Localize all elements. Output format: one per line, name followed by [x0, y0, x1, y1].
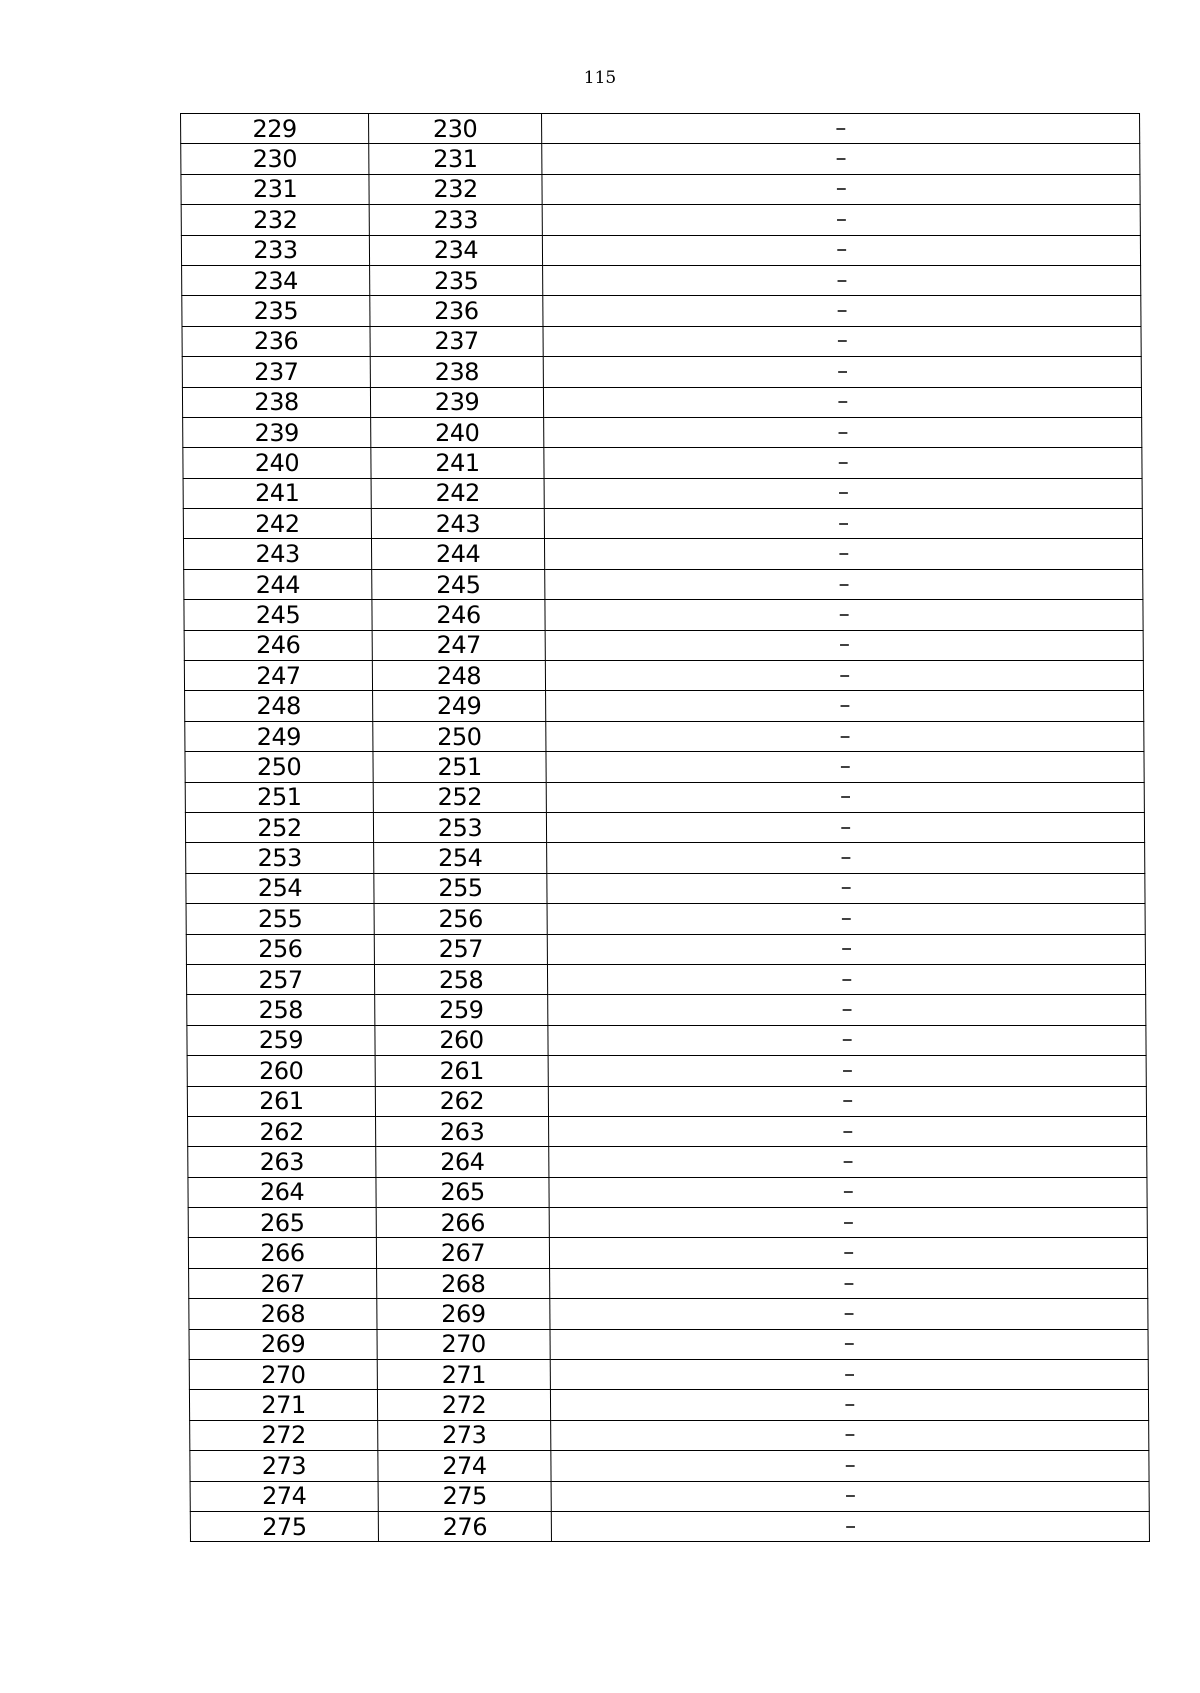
table-row	[189, 1390, 1148, 1420]
end-number-cell: 257	[374, 934, 547, 964]
status-cell: –	[550, 1268, 1148, 1298]
status-cell: –	[547, 904, 1145, 934]
start-number-cell: 241	[183, 478, 371, 508]
table-row	[183, 417, 1142, 447]
table-row	[187, 1025, 1146, 1055]
table-row	[182, 357, 1141, 387]
status-cell: –	[543, 265, 1141, 295]
start-number-cell: 231	[181, 174, 369, 204]
table-row	[189, 1299, 1148, 1329]
table-row	[185, 721, 1144, 751]
table-row	[181, 144, 1140, 174]
status-cell: –	[542, 144, 1140, 174]
end-number-cell: 262	[375, 1086, 548, 1116]
table-row	[183, 448, 1142, 478]
table-row	[189, 1329, 1148, 1359]
table-row	[188, 1208, 1147, 1238]
table-row	[182, 265, 1141, 295]
table-row	[181, 114, 1140, 144]
table-row	[185, 691, 1144, 721]
status-cell: –	[549, 1177, 1147, 1207]
start-number-cell: 257	[186, 964, 374, 994]
table-row	[190, 1420, 1149, 1450]
data-table	[180, 113, 1150, 1542]
table-row	[184, 630, 1143, 660]
start-number-cell: 232	[181, 205, 369, 235]
status-cell: –	[548, 1056, 1146, 1086]
table-row	[190, 1511, 1149, 1541]
start-number-cell: 270	[189, 1360, 377, 1390]
status-cell: –	[551, 1451, 1149, 1481]
table-row	[189, 1360, 1148, 1390]
table-row	[181, 205, 1140, 235]
end-number-cell: 242	[371, 478, 544, 508]
start-number-cell: 236	[182, 326, 370, 356]
status-cell: –	[551, 1511, 1149, 1541]
end-number-cell: 253	[373, 812, 546, 842]
status-cell: –	[548, 995, 1146, 1025]
end-number-cell: 255	[374, 873, 547, 903]
end-number-cell: 270	[377, 1329, 550, 1359]
end-number-cell: 245	[372, 569, 545, 599]
status-cell: –	[544, 478, 1142, 508]
table-row	[190, 1481, 1149, 1511]
start-number-cell: 251	[185, 782, 373, 812]
table-row	[188, 1147, 1147, 1177]
status-cell: –	[542, 235, 1140, 265]
start-number-cell: 272	[190, 1420, 378, 1450]
table-row	[185, 812, 1144, 842]
table-row	[188, 1116, 1147, 1146]
end-number-cell: 237	[370, 326, 543, 356]
start-number-cell: 259	[187, 1025, 375, 1055]
table-row	[187, 995, 1146, 1025]
status-cell: –	[551, 1481, 1149, 1511]
table-row	[183, 539, 1142, 569]
status-cell: –	[546, 721, 1144, 751]
table-row	[185, 782, 1144, 812]
end-number-cell: 233	[369, 205, 542, 235]
start-number-cell: 233	[181, 235, 369, 265]
status-cell: –	[547, 934, 1145, 964]
table-row	[184, 569, 1143, 599]
start-number-cell: 238	[182, 387, 370, 417]
start-number-cell: 248	[185, 691, 373, 721]
start-number-cell: 271	[189, 1390, 377, 1420]
table-row	[181, 174, 1140, 204]
table-row	[184, 600, 1143, 630]
status-cell: –	[551, 1420, 1149, 1450]
status-cell: –	[545, 600, 1143, 630]
status-cell: –	[542, 174, 1140, 204]
end-number-cell: 275	[378, 1481, 551, 1511]
table-row	[186, 843, 1145, 873]
start-number-cell: 262	[188, 1116, 376, 1146]
start-number-cell: 244	[184, 569, 372, 599]
end-number-cell: 232	[369, 174, 542, 204]
status-cell: –	[545, 630, 1143, 660]
page-number: 115	[583, 68, 617, 88]
end-number-cell: 246	[372, 600, 545, 630]
table-row	[185, 752, 1144, 782]
status-cell: –	[548, 1025, 1146, 1055]
end-number-cell: 249	[373, 691, 546, 721]
end-number-cell: 251	[373, 752, 546, 782]
table-row	[182, 326, 1141, 356]
end-number-cell: 261	[375, 1056, 548, 1086]
end-number-cell: 254	[374, 843, 547, 873]
end-number-cell: 241	[371, 448, 544, 478]
start-number-cell: 237	[182, 357, 370, 387]
table-row	[190, 1451, 1149, 1481]
end-number-cell: 269	[377, 1299, 550, 1329]
status-cell: –	[550, 1299, 1148, 1329]
status-cell: –	[545, 569, 1143, 599]
start-number-cell: 250	[185, 752, 373, 782]
status-cell: –	[549, 1208, 1147, 1238]
start-number-cell: 246	[184, 630, 372, 660]
start-number-cell: 245	[184, 600, 372, 630]
table-row	[188, 1238, 1147, 1268]
start-number-cell: 239	[183, 417, 371, 447]
end-number-cell: 247	[372, 630, 545, 660]
start-number-cell: 273	[190, 1451, 378, 1481]
end-number-cell: 259	[375, 995, 548, 1025]
table-row	[182, 387, 1141, 417]
status-cell: –	[546, 752, 1144, 782]
status-cell: –	[545, 661, 1143, 691]
end-number-cell: 250	[373, 721, 546, 751]
start-number-cell: 266	[188, 1238, 376, 1268]
table-row	[184, 661, 1143, 691]
status-cell: –	[547, 873, 1145, 903]
status-cell: –	[544, 417, 1142, 447]
status-cell: –	[546, 782, 1144, 812]
start-number-cell: 253	[186, 843, 374, 873]
end-number-cell: 260	[375, 1025, 548, 1055]
start-number-cell: 269	[189, 1329, 377, 1359]
table-row	[186, 904, 1145, 934]
start-number-cell: 235	[182, 296, 370, 326]
start-number-cell: 247	[184, 661, 372, 691]
start-number-cell: 275	[190, 1511, 378, 1541]
end-number-cell: 268	[377, 1268, 550, 1298]
end-number-cell: 258	[374, 964, 547, 994]
status-cell: –	[550, 1329, 1148, 1359]
status-cell: –	[547, 964, 1145, 994]
end-number-cell: 274	[378, 1451, 551, 1481]
status-cell: –	[543, 326, 1141, 356]
status-cell: –	[550, 1390, 1148, 1420]
end-number-cell: 231	[369, 144, 542, 174]
start-number-cell: 268	[189, 1299, 377, 1329]
end-number-cell: 243	[371, 509, 544, 539]
start-number-cell: 229	[181, 114, 369, 144]
end-number-cell: 271	[377, 1360, 550, 1390]
start-number-cell: 263	[188, 1147, 376, 1177]
start-number-cell: 255	[186, 904, 374, 934]
status-cell: –	[544, 539, 1142, 569]
start-number-cell: 234	[182, 265, 370, 295]
table-row	[183, 478, 1142, 508]
status-cell: –	[548, 1086, 1146, 1116]
start-number-cell: 264	[188, 1177, 376, 1207]
table-row	[188, 1177, 1147, 1207]
status-cell: –	[542, 114, 1140, 144]
start-number-cell: 274	[190, 1481, 378, 1511]
end-number-cell: 238	[370, 357, 543, 387]
end-number-cell: 264	[376, 1147, 549, 1177]
table-row	[186, 873, 1145, 903]
end-number-cell: 230	[369, 114, 542, 144]
table-row	[182, 296, 1141, 326]
status-cell: –	[543, 357, 1141, 387]
status-cell: –	[549, 1116, 1147, 1146]
end-number-cell: 265	[376, 1177, 549, 1207]
status-cell: –	[546, 812, 1144, 842]
status-cell: –	[544, 509, 1142, 539]
status-cell: –	[546, 691, 1144, 721]
status-cell: –	[542, 205, 1140, 235]
end-number-cell: 244	[371, 539, 544, 569]
end-number-cell: 239	[370, 387, 543, 417]
end-number-cell: 266	[376, 1208, 549, 1238]
status-cell: –	[544, 448, 1142, 478]
start-number-cell: 249	[185, 721, 373, 751]
table-row	[181, 235, 1140, 265]
start-number-cell: 243	[183, 539, 371, 569]
table-row	[189, 1268, 1148, 1298]
table-row	[183, 509, 1142, 539]
end-number-cell: 273	[378, 1420, 551, 1450]
table-body	[181, 114, 1150, 1542]
status-cell: –	[543, 296, 1141, 326]
start-number-cell: 252	[185, 812, 373, 842]
end-number-cell: 235	[370, 265, 543, 295]
start-number-cell: 242	[183, 509, 371, 539]
end-number-cell: 252	[373, 782, 546, 812]
start-number-cell: 261	[187, 1086, 375, 1116]
start-number-cell: 258	[187, 995, 375, 1025]
end-number-cell: 276	[378, 1511, 551, 1541]
table-row	[187, 1056, 1146, 1086]
table-row	[186, 934, 1145, 964]
end-number-cell: 272	[377, 1390, 550, 1420]
end-number-cell: 256	[374, 904, 547, 934]
status-cell: –	[549, 1238, 1147, 1268]
end-number-cell: 234	[369, 235, 542, 265]
start-number-cell: 267	[189, 1268, 377, 1298]
status-cell: –	[543, 387, 1141, 417]
status-cell: –	[547, 843, 1145, 873]
end-number-cell: 236	[370, 296, 543, 326]
end-number-cell: 248	[372, 661, 545, 691]
table-row	[187, 1086, 1146, 1116]
status-cell: –	[549, 1147, 1147, 1177]
end-number-cell: 240	[371, 417, 544, 447]
start-number-cell: 254	[186, 873, 374, 903]
end-number-cell: 263	[376, 1116, 549, 1146]
start-number-cell: 240	[183, 448, 371, 478]
end-number-cell: 267	[376, 1238, 549, 1268]
start-number-cell: 256	[186, 934, 374, 964]
start-number-cell: 265	[188, 1208, 376, 1238]
status-cell: –	[550, 1360, 1148, 1390]
start-number-cell: 260	[187, 1056, 375, 1086]
table-row	[186, 964, 1145, 994]
start-number-cell: 230	[181, 144, 369, 174]
